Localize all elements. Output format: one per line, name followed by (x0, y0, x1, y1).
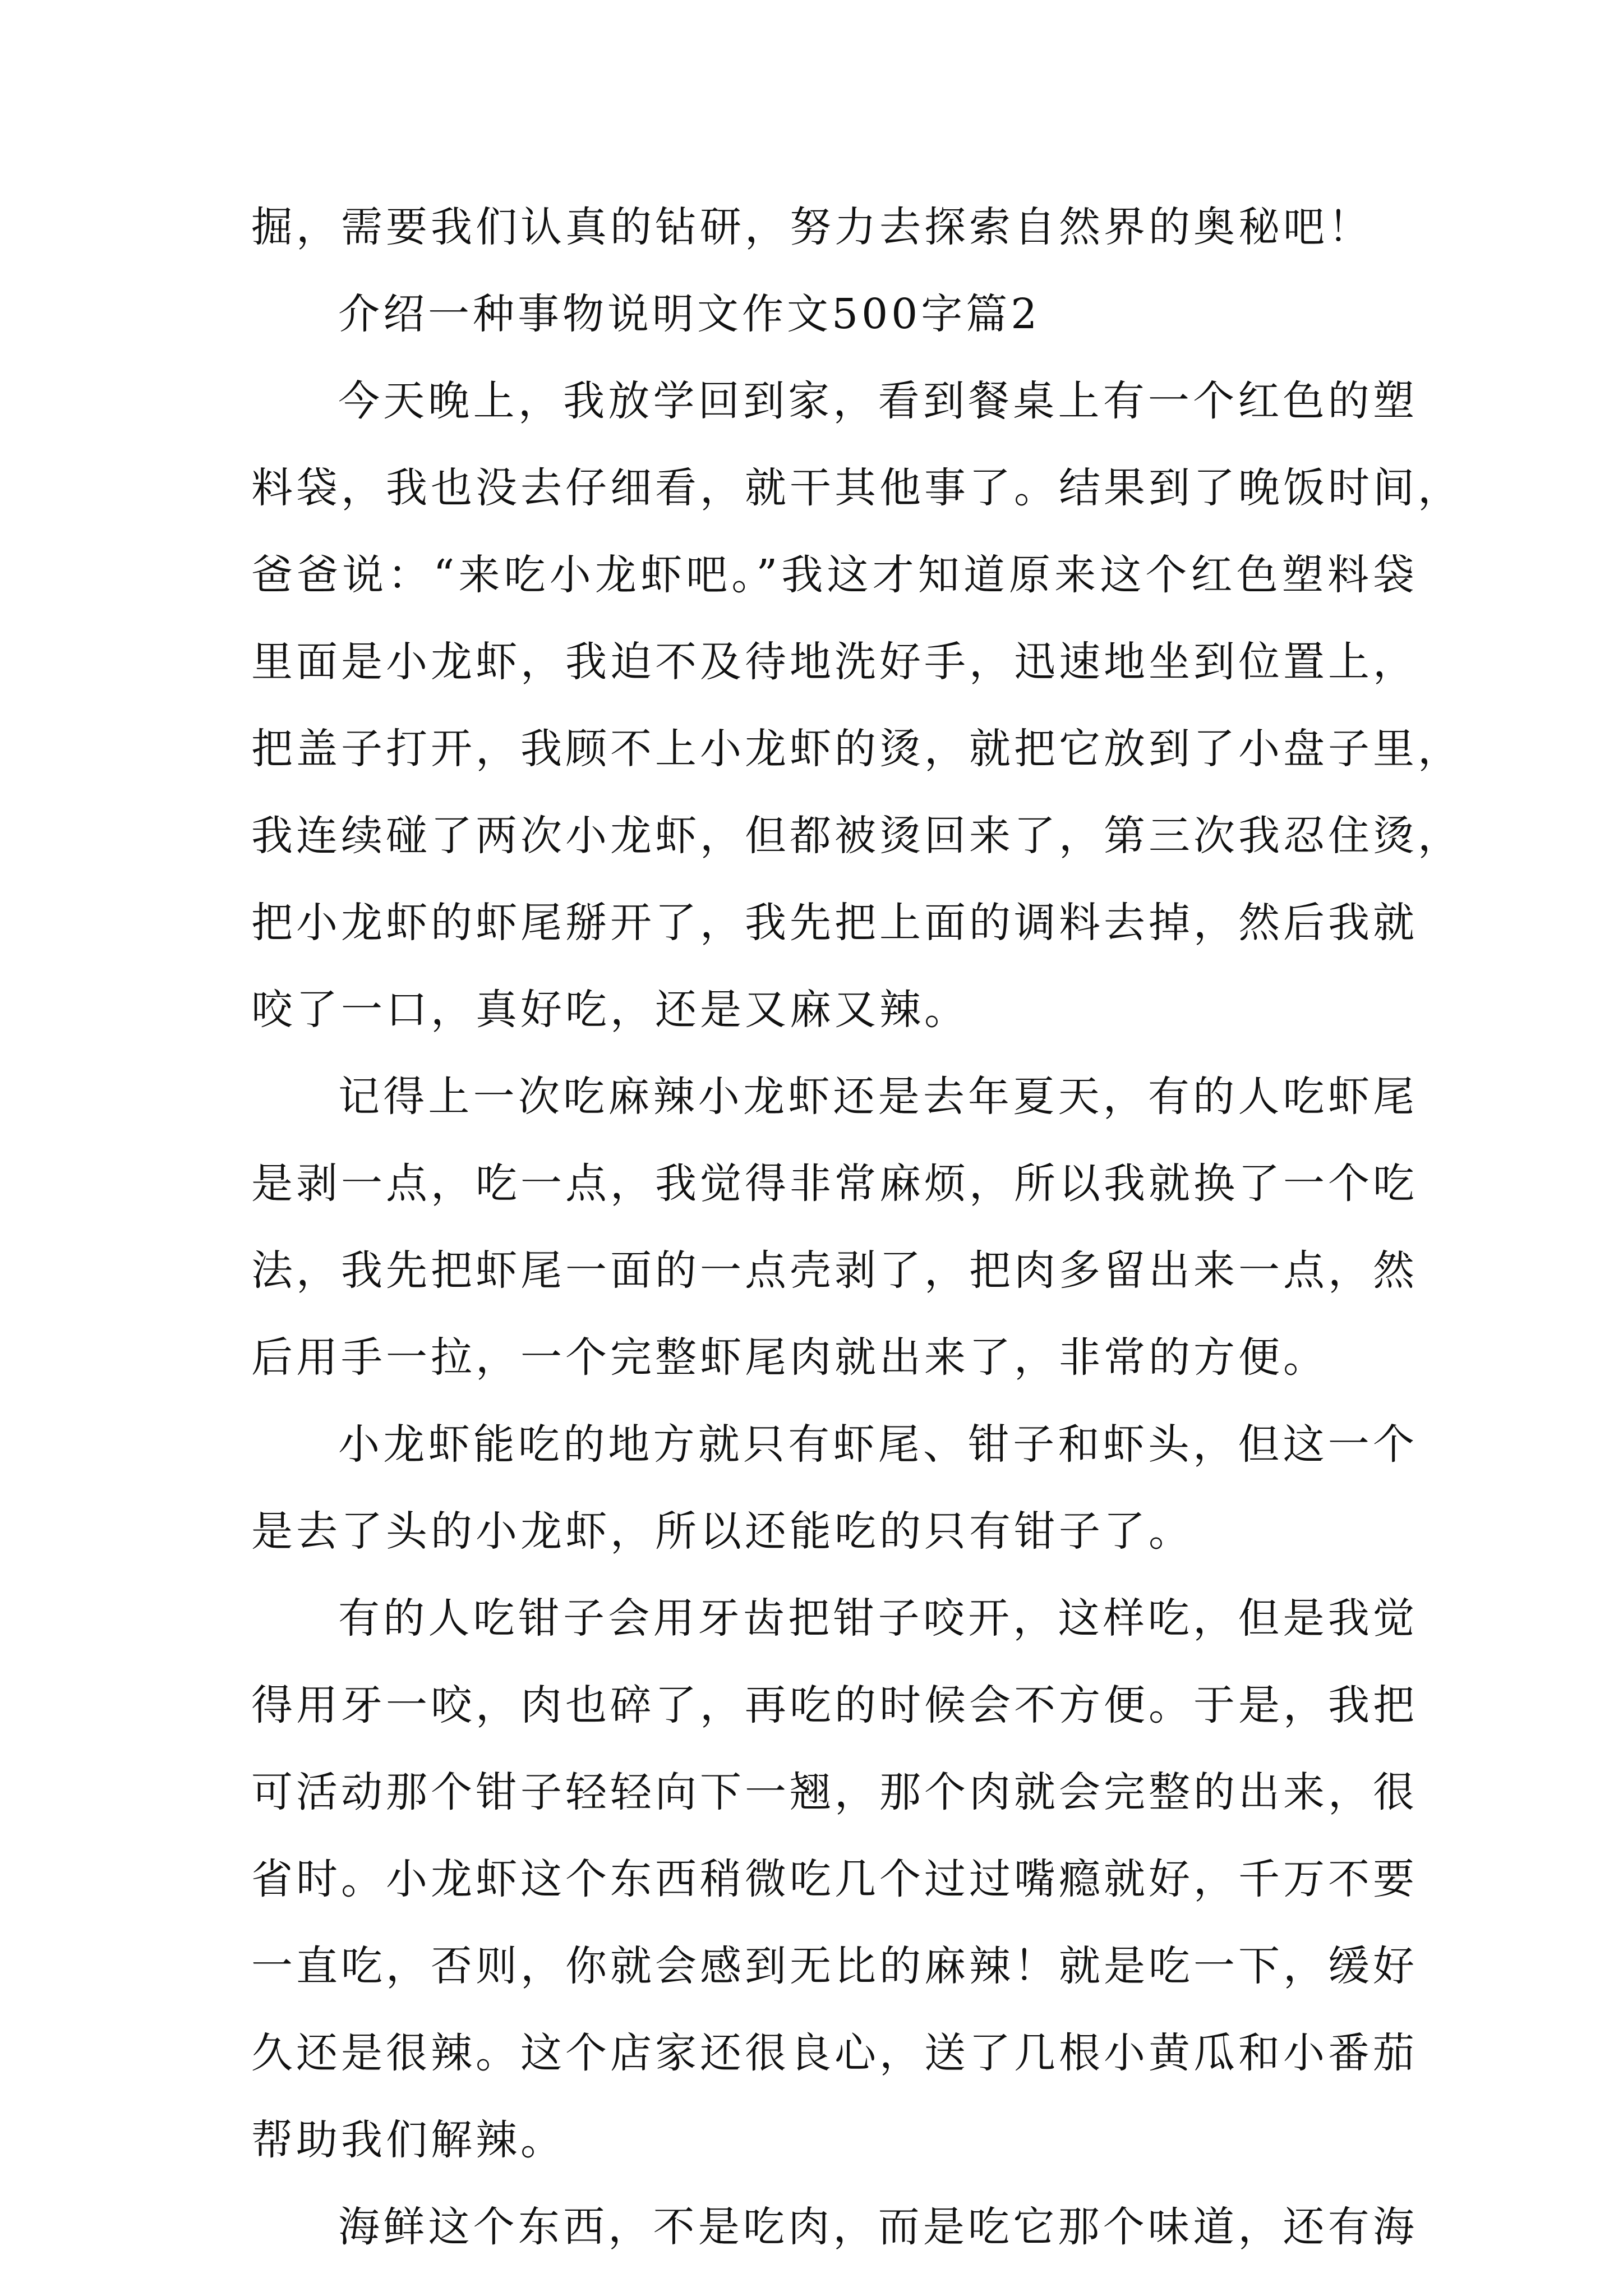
text-line-14: 后用手一拉，一个完整虾尾肉就出来了，非常的方便。 (251, 1333, 1328, 1382)
text-line-9: 把小龙虾的虾尾掰开了，我先把上面的调料去掉，然后我就 (251, 899, 1418, 947)
text-line-23: 帮助我们解辣。 (251, 2116, 565, 2164)
text-line-7: 把盖子打开，我顾不上小龙虾的烫，就把它放到了小盘子里， (251, 725, 1463, 773)
text-line-8: 我连续碰了两次小龙虾，但都被烫回来了，第三次我忍住烫， (251, 812, 1463, 860)
text-line-15: 小龙虾能吃的地方就只有虾尾、钳子和虾头，但这一个 (338, 1420, 1418, 1469)
text-line-17: 有的人吃钳子会用牙齿把钳子咬开，这样吃，但是我觉 (338, 1594, 1418, 1642)
text-line-20: 省时。小龙虾这个东西稍微吃几个过过嘴瘾就好，千万不要 (251, 1855, 1418, 1903)
text-line-21: 一直吃，否则，你就会感到无比的麻辣！就是吃一下，缓好 (251, 1942, 1418, 1990)
text-line-3: 今天晚上，我放学回到家，看到餐桌上有一个红色的塑 (338, 377, 1418, 425)
text-line-4: 料袋，我也没去仔细看，就干其他事了。结果到了晚饭时间， (251, 464, 1463, 512)
text-line-5: 爸爸说：“来吃小龙虾吧。”我这才知道原来这个红色塑料袋 (251, 551, 1418, 599)
text-line-1: 掘，需要我们认真的钻研，努力去探索自然界的奥秘吧！ (251, 203, 1373, 251)
essay-heading: 介绍一种事物说明文作文500字篇2 (338, 290, 1041, 338)
text-line-16: 是去了头的小龙虾，所以还能吃的只有钳子了。 (251, 1507, 1193, 1556)
text-line-22: 久还是很辣。这个店家还很良心，送了几根小黄瓜和小番茄 (251, 2029, 1418, 2077)
text-line-13: 法，我先把虾尾一面的一点壳剥了，把肉多留出来一点，然 (251, 1246, 1418, 1295)
text-line-19: 可活动那个钳子轻轻向下一翘，那个肉就会完整的出来，很 (251, 1768, 1418, 1816)
text-line-6: 里面是小龙虾，我迫不及待地洗好手，迅速地坐到位置上， (251, 638, 1418, 686)
text-line-11: 记得上一次吃麻辣小龙虾还是去年夏天，有的人吃虾尾 (338, 1073, 1418, 1121)
text-line-12: 是剥一点，吃一点，我觉得非常麻烦，所以我就换了一个吃 (251, 1159, 1418, 1208)
text-line-24: 海鲜这个东西，不是吃肉，而是吃它那个味道，还有海 (338, 2203, 1418, 2251)
text-line-10: 咬了一口，真好吃，还是又麻又辣。 (251, 986, 969, 1034)
text-line-18: 得用牙一咬，肉也碎了，再吃的时候会不方便。于是，我把 (251, 1681, 1418, 1729)
